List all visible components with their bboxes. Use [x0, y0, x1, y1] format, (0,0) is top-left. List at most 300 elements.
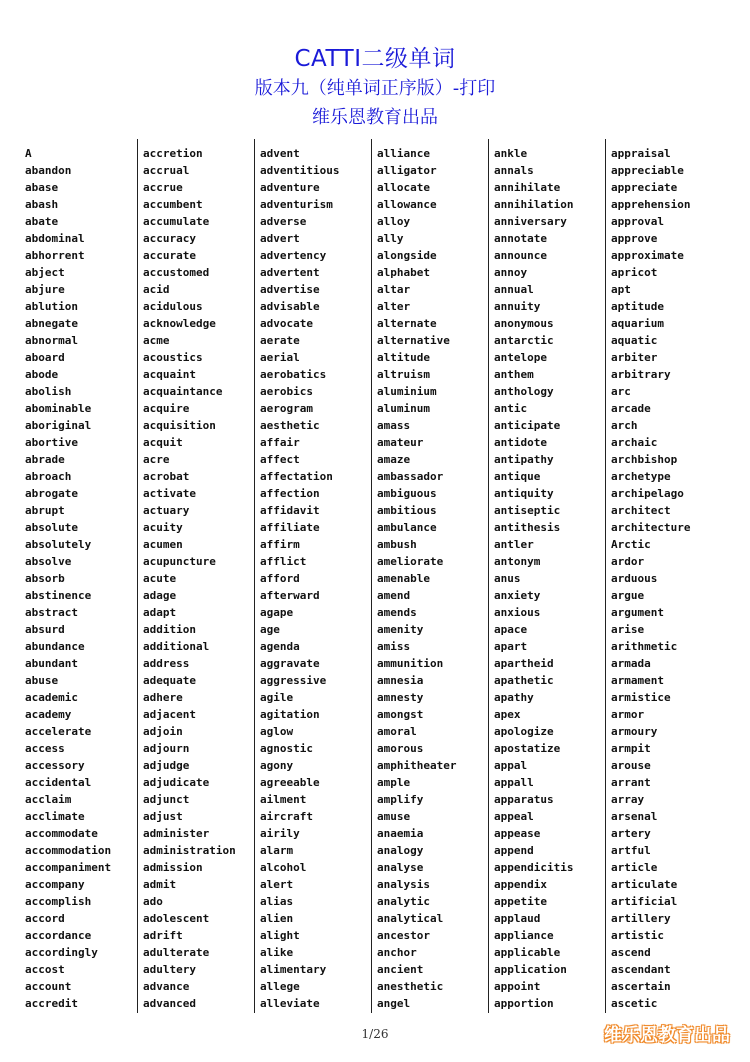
- word-entry: ambassador: [377, 470, 444, 483]
- word-entry: acme: [143, 334, 170, 347]
- word-entry: argument: [611, 606, 664, 619]
- word-entry: appeal: [494, 810, 534, 823]
- word-entry: antipathy: [494, 453, 554, 466]
- word-entry: accredit: [25, 997, 78, 1010]
- word-entry: alcohol: [260, 861, 307, 874]
- word-entry: anxiety: [494, 589, 541, 602]
- word-entry: appreciable: [611, 164, 684, 177]
- word-entry: alternative: [377, 334, 450, 347]
- word-entry: adventure: [260, 181, 320, 194]
- word-entry: appall: [494, 776, 534, 789]
- word-entry: advertency: [260, 249, 327, 262]
- word-entry: ambitious: [377, 504, 437, 517]
- word-entry: adventitious: [260, 164, 340, 177]
- word-entry: arbiter: [611, 351, 658, 364]
- word-entry: advent: [260, 147, 300, 160]
- word-entry: abject: [25, 266, 65, 279]
- word-entry: ambiguous: [377, 487, 437, 500]
- word-entry: architect: [611, 504, 671, 517]
- word-entry: aluminum: [377, 402, 430, 415]
- word-entry: appraisal: [611, 147, 671, 160]
- word-entry: abundance: [25, 640, 85, 653]
- word-entry: adrift: [143, 929, 183, 942]
- page-number: 1/26: [361, 1027, 389, 1041]
- word-entry: abortive: [25, 436, 78, 449]
- word-entry: academy: [25, 708, 72, 721]
- word-grid: [20, 139, 730, 1013]
- word-entry: accost: [25, 963, 65, 976]
- word-entry: actuary: [143, 504, 190, 517]
- word-entry: arrant: [611, 776, 651, 789]
- word-entry: armistice: [611, 691, 671, 704]
- word-entry: adequate: [143, 674, 196, 687]
- word-entry: approve: [611, 232, 658, 245]
- word-entry: ambulance: [377, 521, 437, 534]
- word-entry: announce: [494, 249, 547, 262]
- word-entry: architecture: [611, 521, 691, 534]
- word-entry: absorb: [25, 572, 65, 585]
- word-entry: antique: [494, 470, 541, 483]
- word-entry: apt: [611, 283, 631, 296]
- word-entry: altitude: [377, 351, 430, 364]
- word-entry: artistic: [611, 929, 664, 942]
- word-entry: armor: [611, 708, 645, 721]
- word-entry: affiliate: [260, 521, 320, 534]
- word-entry: alarm: [260, 844, 294, 857]
- word-entry: article: [611, 861, 658, 874]
- word-entry: abrade: [25, 453, 65, 466]
- word-entry: ascetic: [611, 997, 658, 1010]
- word-entry: apex: [494, 708, 521, 721]
- word-entry: adjudge: [143, 759, 190, 772]
- word-entry: adultery: [143, 963, 196, 976]
- word-entry: abdominal: [25, 232, 85, 245]
- word-entry: alternate: [377, 317, 437, 330]
- word-entry: aerial: [260, 351, 300, 364]
- word-entry: arbitrary: [611, 368, 671, 381]
- word-entry: allege: [260, 980, 300, 993]
- word-entry: amnesia: [377, 674, 424, 687]
- word-entry: amass: [377, 419, 411, 432]
- word-entry: amaze: [377, 453, 411, 466]
- word-entry: antic: [494, 402, 528, 415]
- word-entry: access: [25, 742, 65, 755]
- word-entry: anchor: [377, 946, 417, 959]
- word-entry: afford: [260, 572, 300, 585]
- word-entry: advert: [260, 232, 300, 245]
- word-entry: abate: [25, 215, 59, 228]
- word-entry: apace: [494, 623, 528, 636]
- word-entry: anthem: [494, 368, 534, 381]
- word-entry: accord: [25, 912, 65, 925]
- word-entry: agitation: [260, 708, 320, 721]
- word-entry: abandon: [25, 164, 72, 177]
- word-entry: accretion: [143, 147, 203, 160]
- word-entry: annual: [494, 283, 534, 296]
- word-entry: abominable: [25, 402, 92, 415]
- word-entry: abhorrent: [25, 249, 85, 262]
- word-entry: anticipate: [494, 419, 561, 432]
- word-entry: arithmetic: [611, 640, 678, 653]
- word-entry: anaemia: [377, 827, 424, 840]
- word-entry: arsenal: [611, 810, 658, 823]
- word-entry: ancestor: [377, 929, 430, 942]
- word-entry: anus: [494, 572, 521, 585]
- word-entry: admit: [143, 878, 177, 891]
- word-entry: acid: [143, 283, 170, 296]
- word-entry: admission: [143, 861, 203, 874]
- word-entry: apportion: [494, 997, 554, 1010]
- word-entry: apologize: [494, 725, 554, 738]
- word-entry: abundant: [25, 657, 78, 670]
- word-entry: antiseptic: [494, 504, 561, 517]
- word-entry: abnegate: [25, 317, 78, 330]
- word-entry: afterward: [260, 589, 320, 602]
- word-entry: amphitheater: [377, 759, 457, 772]
- word-entry: abash: [25, 198, 59, 211]
- word-entry: adapt: [143, 606, 177, 619]
- word-entry: arise: [611, 623, 645, 636]
- word-entry: argue: [611, 589, 645, 602]
- word-entry: affidavit: [260, 504, 320, 517]
- word-entry: amiss: [377, 640, 411, 653]
- word-entry: alter: [377, 300, 411, 313]
- word-entry: absurd: [25, 623, 65, 636]
- word-entry: advance: [143, 980, 190, 993]
- word-entry: adjust: [143, 810, 183, 823]
- word-entry: accustomed: [143, 266, 210, 279]
- word-entry: abjure: [25, 283, 65, 296]
- word-entry: acquit: [143, 436, 183, 449]
- word-entry: acute: [143, 572, 177, 585]
- word-entry: agape: [260, 606, 294, 619]
- word-entry: abrupt: [25, 504, 65, 517]
- word-entry: annotate: [494, 232, 547, 245]
- word-entry: advocate: [260, 317, 313, 330]
- word-entry: acre: [143, 453, 170, 466]
- word-entry: adage: [143, 589, 177, 602]
- word-entry: anesthetic: [377, 980, 444, 993]
- word-entry: accommodation: [25, 844, 112, 857]
- word-entry: angel: [377, 997, 411, 1010]
- word-entry: administration: [143, 844, 236, 857]
- word-entry: abrogate: [25, 487, 78, 500]
- word-entry: abode: [25, 368, 59, 381]
- word-entry: acuity: [143, 521, 183, 534]
- word-entry: aesthetic: [260, 419, 320, 432]
- word-entry: amongst: [377, 708, 424, 721]
- word-entry: acumen: [143, 538, 183, 551]
- word-entry: aglow: [260, 725, 294, 738]
- word-entry: appendix: [494, 878, 547, 891]
- word-entry: ambush: [377, 538, 417, 551]
- word-entry: accrue: [143, 181, 183, 194]
- word-entry: abuse: [25, 674, 59, 687]
- word-entry: analysis: [377, 878, 430, 891]
- word-entry: alligator: [377, 164, 437, 177]
- word-entry: alike: [260, 946, 294, 959]
- word-entry: alert: [260, 878, 294, 891]
- word-entry: amorous: [377, 742, 424, 755]
- word-entry: adjoin: [143, 725, 183, 738]
- word-entry: analyse: [377, 861, 424, 874]
- word-entry: antelope: [494, 351, 547, 364]
- word-entry: ailment: [260, 793, 307, 806]
- word-entry: appoint: [494, 980, 541, 993]
- word-entry: aquatic: [611, 334, 658, 347]
- word-entry: accompany: [25, 878, 85, 891]
- word-entry: array: [611, 793, 645, 806]
- word-column: [371, 139, 483, 1013]
- word-entry: archipelago: [611, 487, 684, 500]
- word-entry: aerobics: [260, 385, 313, 398]
- word-entry: abstract: [25, 606, 78, 619]
- word-entry: altruism: [377, 368, 430, 381]
- word-entry: alliance: [377, 147, 430, 160]
- word-entry: antonym: [494, 555, 541, 568]
- word-entry: advanced: [143, 997, 196, 1010]
- word-entry: A: [25, 147, 32, 160]
- word-entry: arduous: [611, 572, 658, 585]
- word-entry: airily: [260, 827, 300, 840]
- word-entry: ado: [143, 895, 163, 908]
- word-entry: accompaniment: [25, 861, 112, 874]
- watermark-logo: 维乐恩教育出品: [604, 1025, 730, 1046]
- word-entry: abnormal: [25, 334, 78, 347]
- word-entry: agenda: [260, 640, 300, 653]
- word-entry: ankle: [494, 147, 528, 160]
- word-entry: appease: [494, 827, 541, 840]
- word-entry: accrual: [143, 164, 190, 177]
- word-entry: anonymous: [494, 317, 554, 330]
- word-entry: armada: [611, 657, 651, 670]
- word-entry: accelerate: [25, 725, 92, 738]
- word-entry: affectation: [260, 470, 333, 483]
- word-entry: amoral: [377, 725, 417, 738]
- word-entry: alleviate: [260, 997, 320, 1010]
- word-entry: advisable: [260, 300, 320, 313]
- word-entry: acupuncture: [143, 555, 216, 568]
- word-entry: appal: [494, 759, 528, 772]
- word-entry: Arctic: [611, 538, 651, 551]
- word-entry: alien: [260, 912, 294, 925]
- word-entry: apostatize: [494, 742, 561, 755]
- word-entry: amends: [377, 606, 417, 619]
- word-entry: apathy: [494, 691, 534, 704]
- word-entry: annuity: [494, 300, 541, 313]
- word-entry: adjunct: [143, 793, 190, 806]
- word-entry: aircraft: [260, 810, 313, 823]
- word-entry: aerogram: [260, 402, 313, 415]
- word-entry: anniversary: [494, 215, 567, 228]
- word-entry: alight: [260, 929, 300, 942]
- word-entry: anxious: [494, 606, 541, 619]
- word-entry: aerobatics: [260, 368, 327, 381]
- word-entry: adverse: [260, 215, 307, 228]
- word-entry: amateur: [377, 436, 424, 449]
- word-entry: administer: [143, 827, 210, 840]
- word-entry: archaic: [611, 436, 658, 449]
- word-entry: additional: [143, 640, 210, 653]
- word-column: [605, 139, 717, 1013]
- word-entry: amnesty: [377, 691, 424, 704]
- word-entry: altar: [377, 283, 411, 296]
- word-entry: armament: [611, 674, 664, 687]
- word-entry: aggravate: [260, 657, 320, 670]
- word-entry: appliance: [494, 929, 554, 942]
- word-entry: accessory: [25, 759, 85, 772]
- word-entry: accurate: [143, 249, 196, 262]
- word-entry: ascendant: [611, 963, 671, 976]
- word-entry: arc: [611, 385, 631, 398]
- word-entry: affair: [260, 436, 300, 449]
- word-entry: accomplish: [25, 895, 92, 908]
- word-entry: ascend: [611, 946, 651, 959]
- word-entry: ancient: [377, 963, 424, 976]
- word-entry: activate: [143, 487, 196, 500]
- word-entry: antithesis: [494, 521, 561, 534]
- word-entry: accordingly: [25, 946, 98, 959]
- word-entry: analogy: [377, 844, 424, 857]
- word-entry: aboard: [25, 351, 65, 364]
- word-entry: antarctic: [494, 334, 554, 347]
- word-entry: adjudicate: [143, 776, 210, 789]
- word-entry: absolutely: [25, 538, 92, 551]
- word-entry: apparatus: [494, 793, 554, 806]
- word-entry: analytical: [377, 912, 444, 925]
- word-entry: analytic: [377, 895, 430, 908]
- word-entry: aerate: [260, 334, 300, 347]
- word-entry: artery: [611, 827, 651, 840]
- word-entry: aboriginal: [25, 419, 92, 432]
- word-entry: approximate: [611, 249, 684, 262]
- word-entry: armpit: [611, 742, 651, 755]
- word-entry: ameliorate: [377, 555, 444, 568]
- word-entry: address: [143, 657, 190, 670]
- word-entry: accuracy: [143, 232, 196, 245]
- word-entry: amenable: [377, 572, 430, 585]
- word-entry: acquire: [143, 402, 190, 415]
- word-entry: applicable: [494, 946, 561, 959]
- document-subtitle: 版本九（纯单词正序版）-打印: [254, 78, 496, 99]
- word-entry: apricot: [611, 266, 658, 279]
- word-entry: advertise: [260, 283, 320, 296]
- word-entry: accumulate: [143, 215, 210, 228]
- word-entry: adventurism: [260, 198, 333, 211]
- word-entry: amuse: [377, 810, 411, 823]
- word-entry: abroach: [25, 470, 72, 483]
- word-entry: ablution: [25, 300, 78, 313]
- word-entry: acclimate: [25, 810, 85, 823]
- word-entry: agreeable: [260, 776, 320, 789]
- word-entry: acquaintance: [143, 385, 223, 398]
- word-entry: apart: [494, 640, 528, 653]
- word-entry: adolescent: [143, 912, 210, 925]
- word-entry: accumbent: [143, 198, 203, 211]
- word-entry: alphabet: [377, 266, 430, 279]
- word-entry: adjacent: [143, 708, 196, 721]
- word-entry: annihilate: [494, 181, 561, 194]
- word-entry: ardor: [611, 555, 645, 568]
- word-entry: allocate: [377, 181, 430, 194]
- word-entry: alias: [260, 895, 294, 908]
- word-entry: arch: [611, 419, 638, 432]
- word-entry: archetype: [611, 470, 671, 483]
- word-entry: antler: [494, 538, 534, 551]
- word-entry: addition: [143, 623, 196, 636]
- word-entry: artillery: [611, 912, 671, 925]
- word-entry: amend: [377, 589, 411, 602]
- word-entry: aggressive: [260, 674, 327, 687]
- word-entry: affirm: [260, 538, 300, 551]
- word-column: [20, 139, 132, 1013]
- word-entry: affection: [260, 487, 320, 500]
- word-entry: append: [494, 844, 534, 857]
- word-entry: advertent: [260, 266, 320, 279]
- word-entry: ample: [377, 776, 411, 789]
- word-entry: academic: [25, 691, 78, 704]
- word-column: [488, 139, 600, 1013]
- word-entry: afflict: [260, 555, 307, 568]
- word-entry: account: [25, 980, 72, 993]
- word-entry: acoustics: [143, 351, 203, 364]
- word-entry: acquisition: [143, 419, 216, 432]
- word-entry: archbishop: [611, 453, 678, 466]
- word-entry: abolish: [25, 385, 72, 398]
- word-entry: armoury: [611, 725, 658, 738]
- word-entry: approval: [611, 215, 664, 228]
- word-entry: abase: [25, 181, 59, 194]
- word-entry: alloy: [377, 215, 411, 228]
- word-entry: arouse: [611, 759, 651, 772]
- document-header: [0, 44, 750, 131]
- word-entry: adhere: [143, 691, 183, 704]
- word-entry: affect: [260, 453, 300, 466]
- word-entry: agony: [260, 759, 294, 772]
- word-entry: accordance: [25, 929, 92, 942]
- word-entry: annoy: [494, 266, 528, 279]
- word-entry: alimentary: [260, 963, 327, 976]
- word-entry: antidote: [494, 436, 547, 449]
- word-entry: alongside: [377, 249, 437, 262]
- word-entry: arcade: [611, 402, 651, 415]
- word-entry: applaud: [494, 912, 541, 925]
- word-entry: annihilation: [494, 198, 574, 211]
- word-entry: accidental: [25, 776, 92, 789]
- word-entry: amenity: [377, 623, 424, 636]
- word-entry: accommodate: [25, 827, 98, 840]
- word-entry: absolve: [25, 555, 72, 568]
- word-entry: acidulous: [143, 300, 203, 313]
- word-entry: aptitude: [611, 300, 664, 313]
- word-entry: appendicitis: [494, 861, 574, 874]
- word-entry: acknowledge: [143, 317, 216, 330]
- word-entry: abstinence: [25, 589, 92, 602]
- word-entry: absolute: [25, 521, 78, 534]
- word-entry: adjourn: [143, 742, 190, 755]
- word-entry: artificial: [611, 895, 678, 908]
- word-entry: ally: [377, 232, 404, 245]
- word-entry: amplify: [377, 793, 424, 806]
- word-entry: agile: [260, 691, 294, 704]
- word-entry: appreciate: [611, 181, 678, 194]
- word-entry: appetite: [494, 895, 547, 908]
- word-entry: acclaim: [25, 793, 72, 806]
- word-entry: agnostic: [260, 742, 313, 755]
- word-entry: apartheid: [494, 657, 554, 670]
- word-entry: acquaint: [143, 368, 196, 381]
- word-entry: aquarium: [611, 317, 664, 330]
